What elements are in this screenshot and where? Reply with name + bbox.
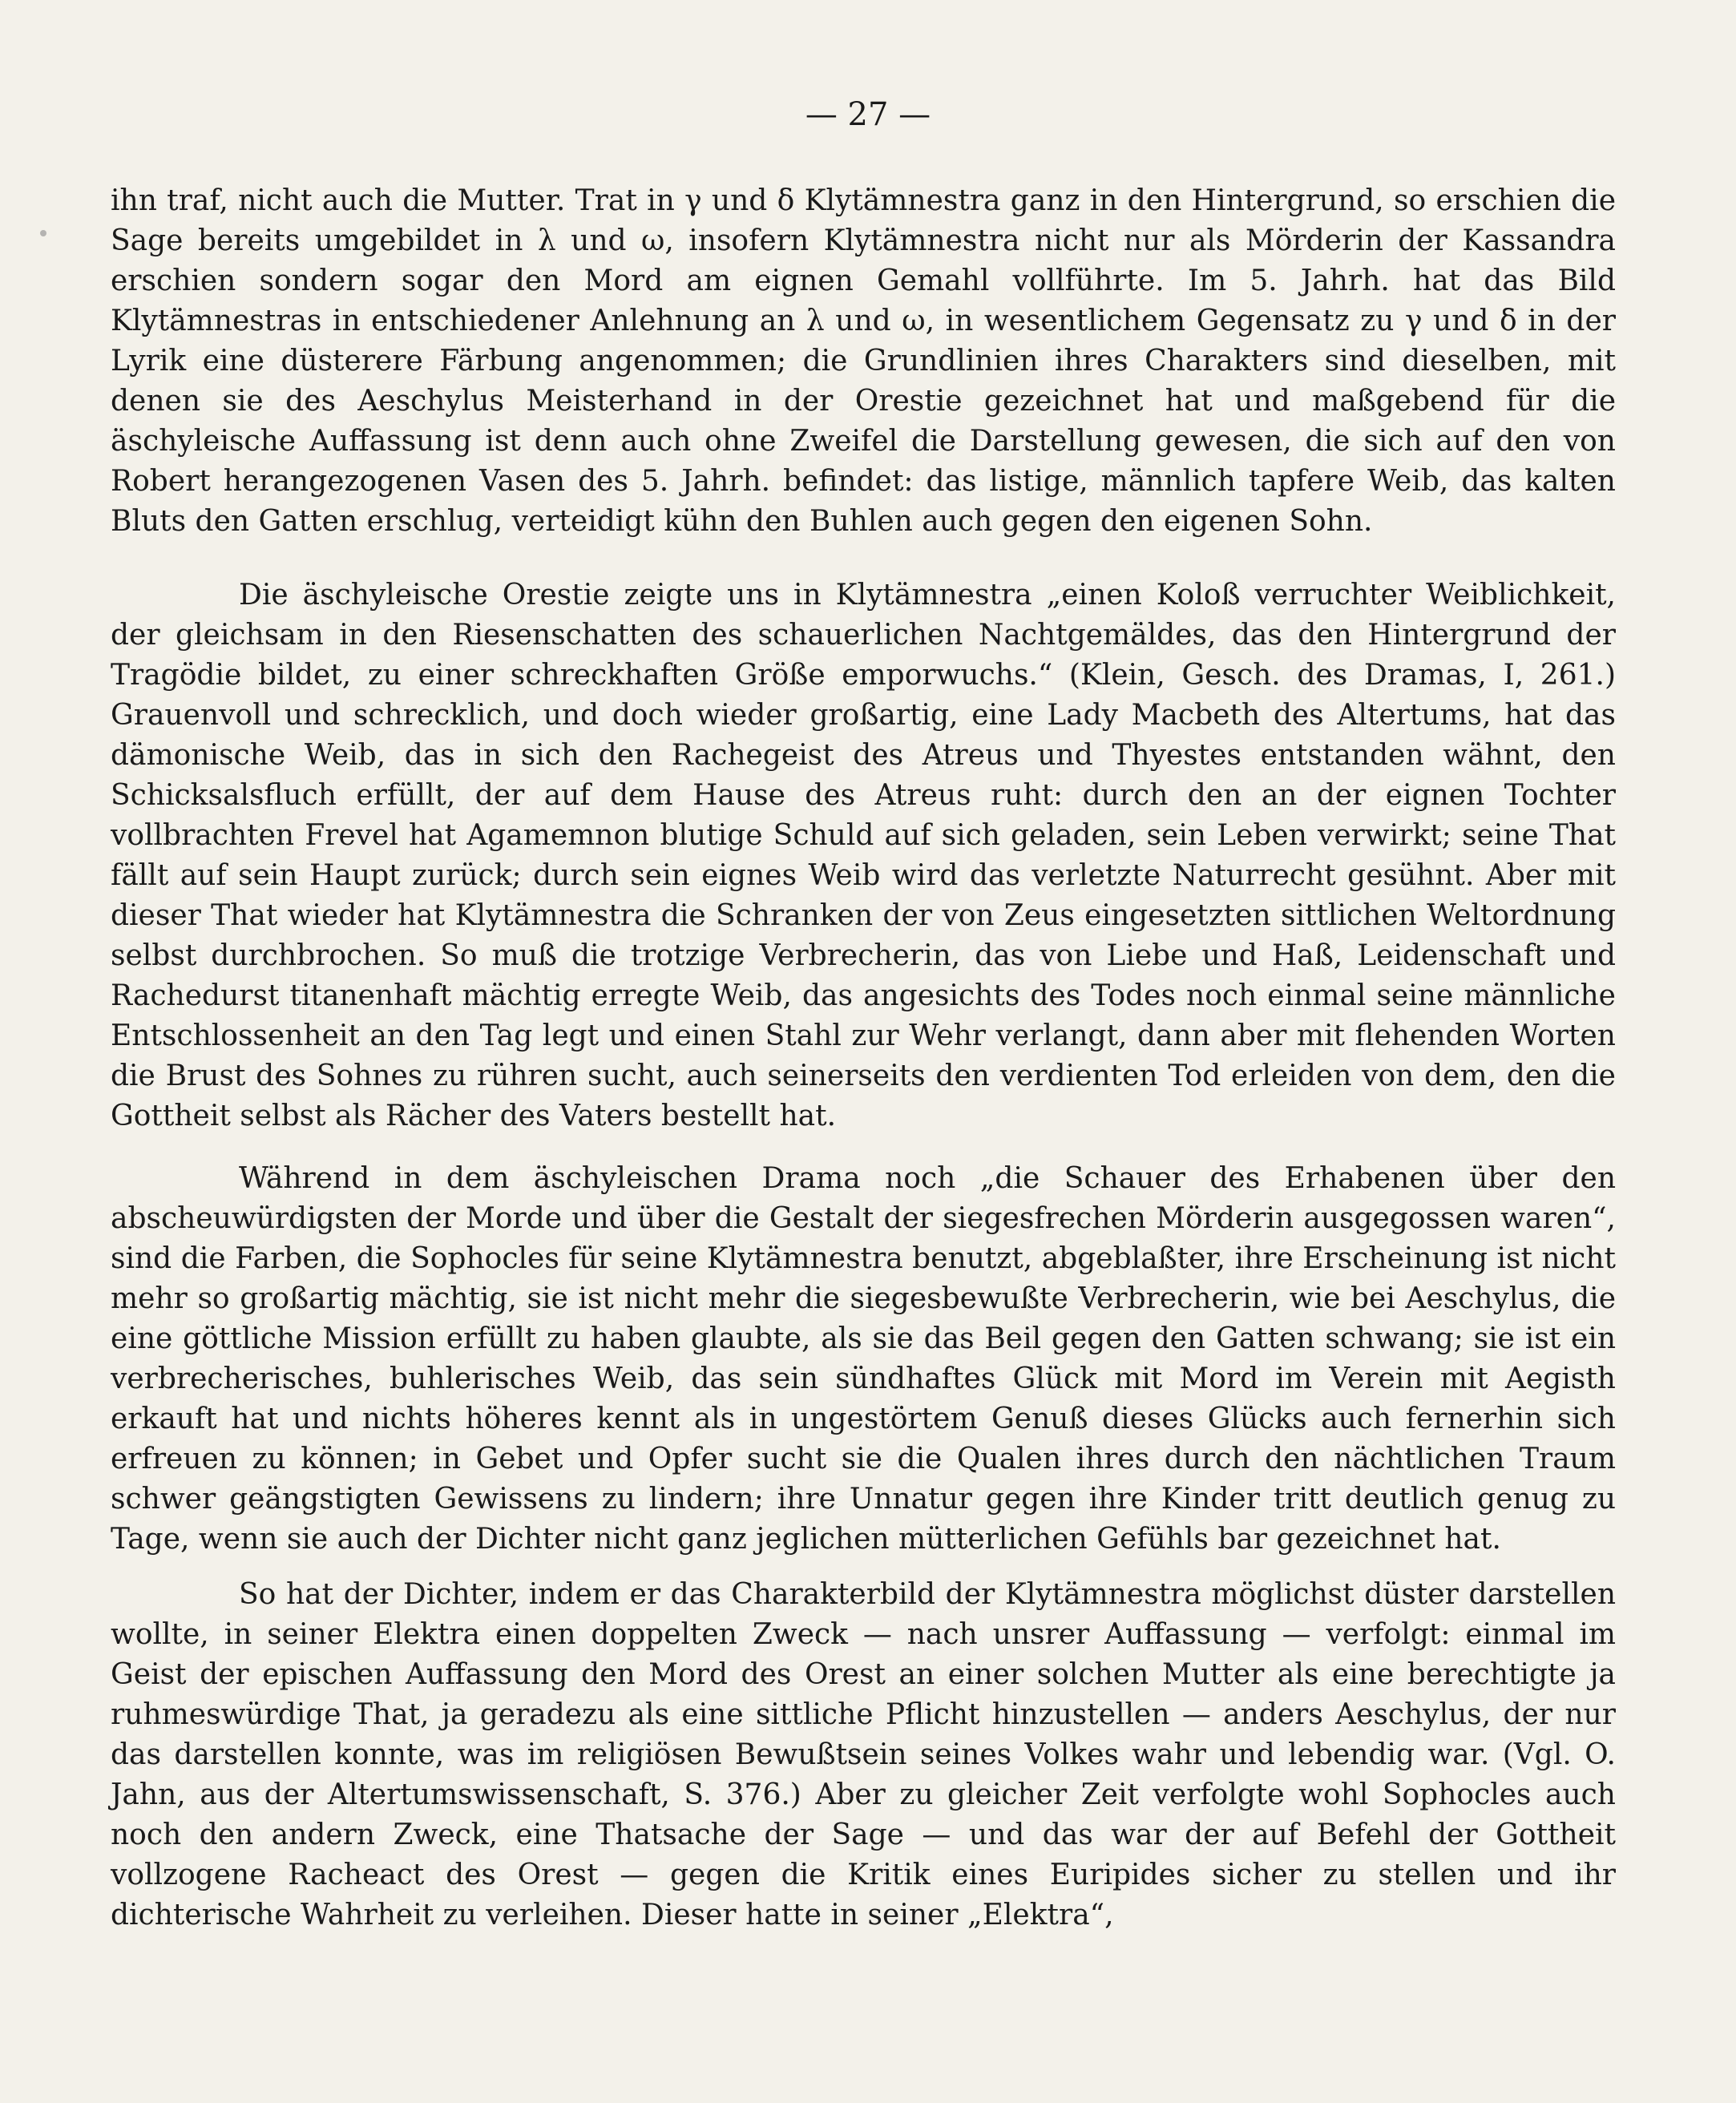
paragraph-text: Die äschyleische Orestie zeigte uns in Klytämnestra „einen Koloß verruchter Weiblichkeit, der gleichsam in den Riesenschatten des schauerlichen Nachtgemäldes, das den Hintergrund der Tragödie bildet, zu einer schreckhaften Größe emporwuchs.“ (Klein, Gesch. des Dramas, I, 261.) Grauenvoll und schrecklich, und doch wieder großartig, eine Lady Macbeth des Altertums, hat das dämonische Weib, das in sich den Rachegeist des Atreus und Thyestes entstanden wähnt, den Schicksalsfluch erfüllt, der auf dem Hause des Atreus ruht: durch den an der eignen Tochter vollbrachten Frevel hat Agamemnon blutige Schuld auf sich geladen, sein Leben verwirkt; seine That fällt auf sein Haupt zurück; durch sein eignes Weib wird das verletzte Naturrecht gesühnt. Aber mit dieser That wieder hat Klytämnestra die Schranken der von Zeus eingesetzten sittlichen Weltordnung selbst durchbrochen. So muß die trotzige Verbrecherin, das von Liebe und Haß, Leidenschaft und Rachedurst titanenhaft mächtig erregte Weib, das angesichts des Todes noch einmal seine männliche Entschlossenheit an den Tag legt und einen Stahl zur Wehr verlangt, dann aber mit flehenden Worten die Brust des Sohnes zu rühren sucht, auch seinerseits den verdienten Tod erleiden von dem, den die Gottheit selbst als Rächer des Vaters bestellt hat. <box>111 579 1616 1132</box>
paragraph-text: So hat der Dichter, indem er das Charakterbild der Klytämnestra möglichst düster darstellen wollte, in seiner Elektra einen doppelten Zweck — nach unsrer Auffassung — verfolgt: einmal im Geist der epischen Auffassung den Mord des Orest an einer solchen Mutter als eine berechtigte ja ruhmeswürdige That, ja geradezu als eine sittliche Pflicht hinzustellen — anders Aeschylus, der nur das darstellen konnte, was im religiösen Bewußtsein seines Volkes wahr und lebendig war. (Vgl. O. Jahn, aus der Altertumswissenschaft, S. 376.) Aber zu gleicher Zeit verfolgte wohl Sophocles auch noch den andern Zweck, eine Thatsache der Sage — und das war der auf Befehl der Gottheit vollzogene Racheact des Orest — gegen die Kritik eines Euripides sicher zu stellen und ihr dichterische Wahrheit zu verleihen. Dieser hatte in seiner „Elektra“, <box>111 1578 1616 1931</box>
paragraph-text: ihn traf, nicht auch die Mutter. Trat in γ und δ Klytämnestra ganz in den Hintergrund, so erschien die Sage bereits umgebildet in λ und ω, insofern Klytämnestra nicht nur als Mörderin der Kassandra erschien sondern sogar den Mord am eignen Gemahl vollführte. Im 5. Jahrh. hat das Bild Klytämnestras in entschiedener Anlehnung an λ und ω, in wesentlichem Gegensatz zu γ und δ in der Lyrik eine düsterere Färbung angenommen; die Grundlinien ihres Charakters sind dieselben, mit denen sie des Aeschylus Meisterhand in der Orestie gezeichnet hat und maßgebend für die äschyleische Auffassung ist denn auch ohne Zweifel die Darstellung gewesen, die sich auf den von Robert herangezogenen Vasen des 5. Jahrh. befindet: das listige, männlich tapfere Weib, das kalten Bluts den Gatten erschlug, verteidigt kühn den Buhlen auch gegen den eigenen Sohn. <box>111 184 1616 538</box>
paragraph-1 <box>111 181 1616 542</box>
paragraph-3 <box>111 1159 1616 1560</box>
paragraph-text: Während in dem äschyleischen Drama noch „die Schauer des Erhabenen über den abscheuwürdigsten der Morde und über die Gestalt der siegesfrechen Mörderin ausgegossen waren“, sind die Farben, die Sophocles für seine Klytämnestra benutzt, abgeblaßter, ihre Erscheinung ist nicht mehr so großartig mächtig, sie ist nicht mehr die siegesbewußte Verbrecherin, wie bei Aeschylus, die eine göttliche Mission erfüllt zu haben glaubte, als sie das Beil gegen den Gatten schwang; sie ist ein verbrecherisches, buhlerisches Weib, das sein sündhaftes Glück mit Mord im Verein mit Aegisth erkauft hat und nichts höheres kennt als in ungestörtem Genuß dieses Glücks auch fernerhin sich erfreuen zu können; in Gebet und Opfer sucht sie die Qualen ihres durch den nächtlichen Traum schwer geängstigten Gewissens zu lindern; ihre Unnatur gegen ihre Kinder tritt deutlich genug zu Tage, wenn sie auch der Dichter nicht ganz jeglichen mütterlichen Gefühls bar gezeichnet hat. <box>111 1162 1616 1556</box>
ink-speck <box>40 230 46 236</box>
paragraph-2 <box>111 575 1616 1136</box>
paragraph-4 <box>111 1575 1616 1935</box>
page-number: — 27 — <box>805 96 931 133</box>
